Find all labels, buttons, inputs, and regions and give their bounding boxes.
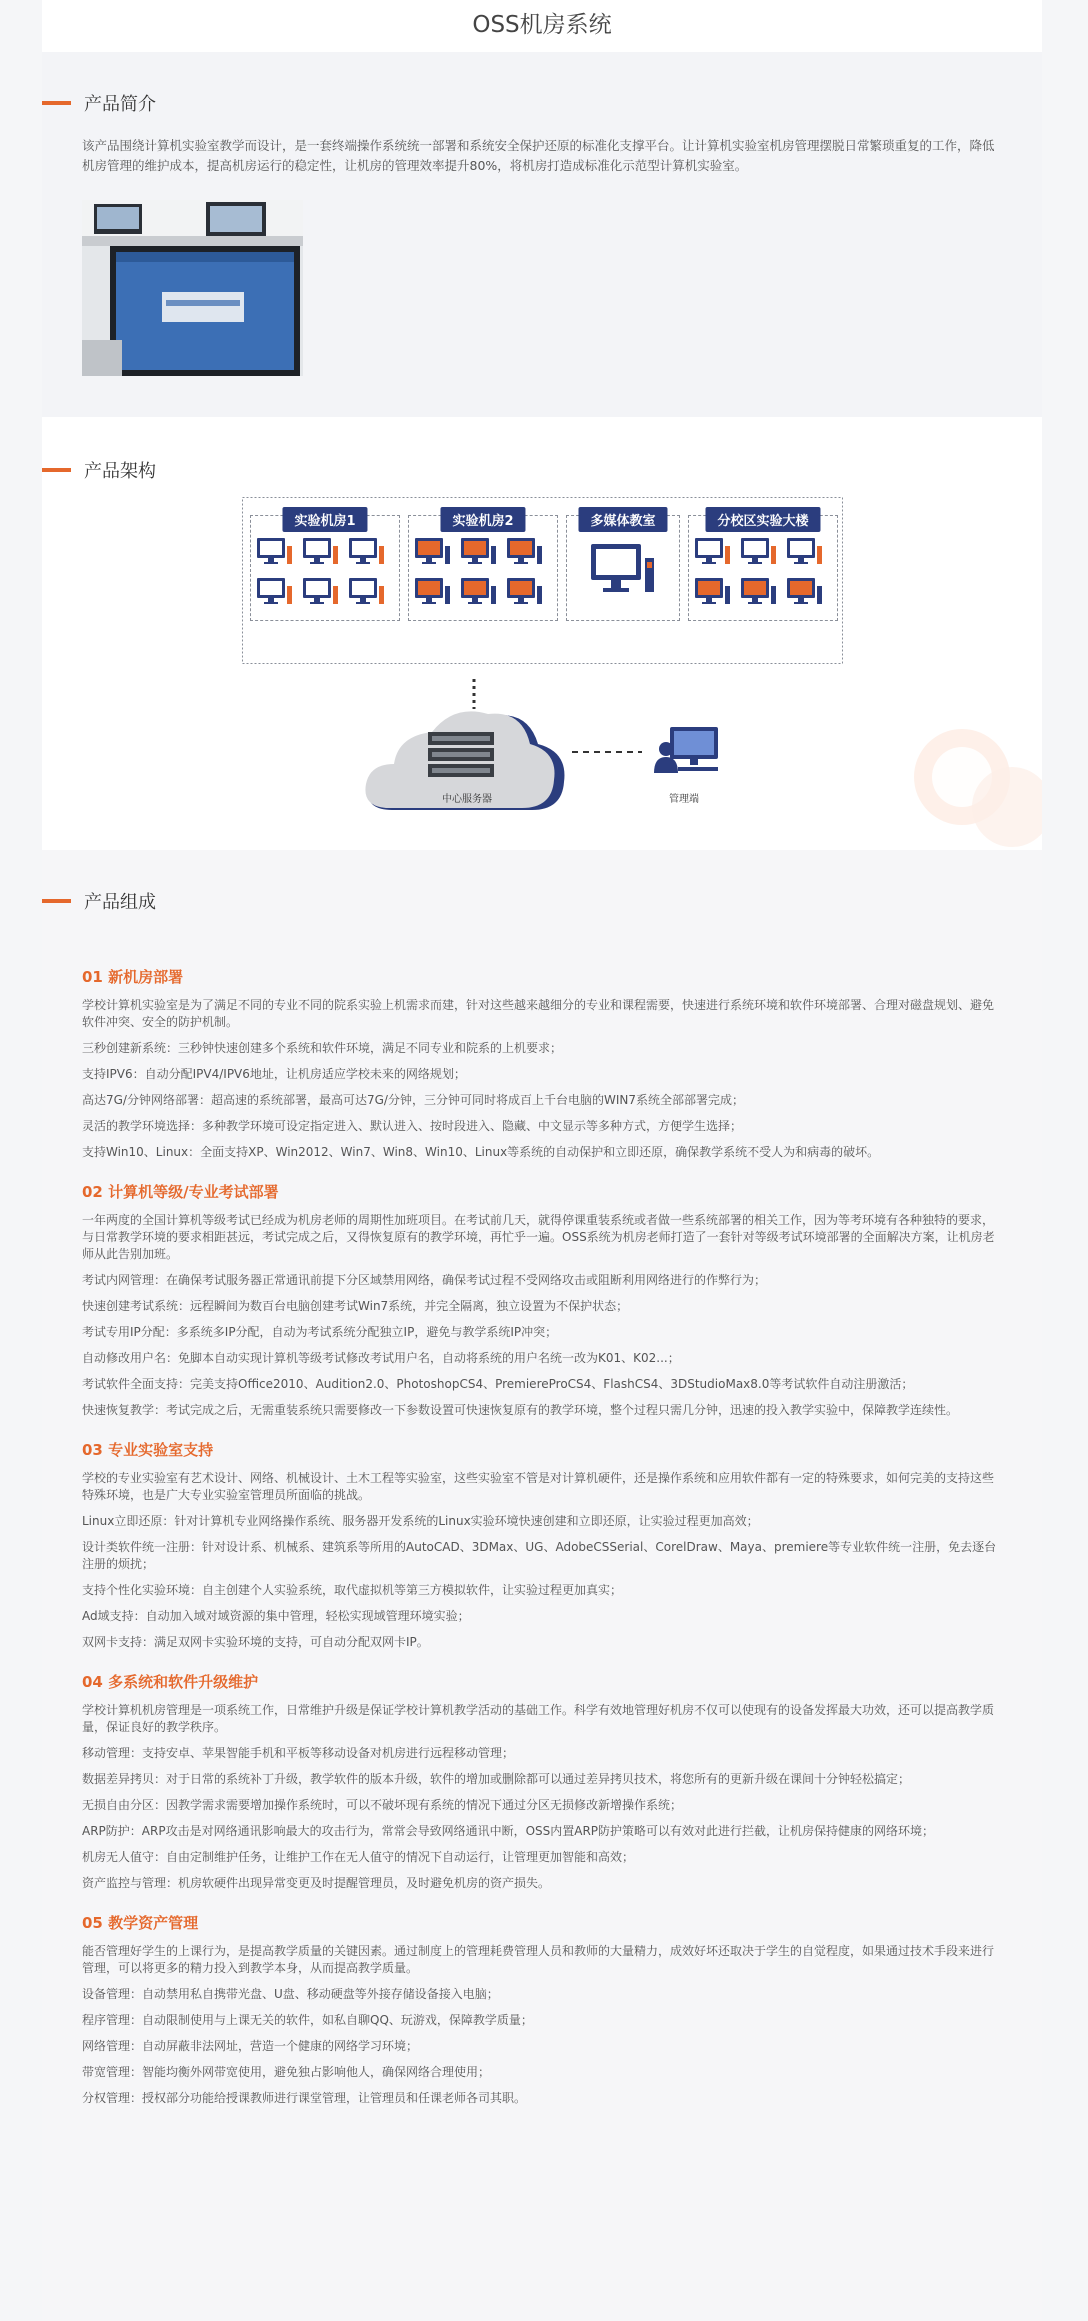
paragraph: 自动修改用户名：免脚本自动实现计算机等级考试修改考试用户名，自动将系统的用户名统一改为K01、K02...； (82, 1351, 680, 1365)
architecture-diagram (242, 497, 852, 827)
paragraph: 考试专用IP分配：多系统多IP分配，自动为考试系统分配独立IP，避免与教学系统IP冲突； (82, 1325, 558, 1339)
computer-icons (415, 538, 553, 618)
paragraph: 数据差异拷贝：对于日常的系统补丁升级，教学软件的版本升级，软件的增加或删除都可以通过差异拷贝技术，将您所有的更新升级在课间十分钟轻松搞定； (82, 1772, 911, 1786)
paragraph: 移动管理：支持安卓、苹果智能手机和平板等移动设备对机房进行远程移动管理； (82, 1746, 515, 1760)
paragraph: ARP防护：ARP攻击是对网络通讯影响最大的攻击行为，常常会导致网络通讯中断，OSS内置ARP防护策略可以有效对此进行拦截，让机房保持健康的网络环境； (82, 1824, 935, 1838)
paragraph: 快速恢复教学：考试完成之后，无需重装系统只需要修改一下参数设置可快速恢复原有的教学环境，整个过程只需几分钟，迅速的投入教学实验中，保障教学连续性。 (82, 1403, 959, 1417)
page-title: OSS机房系统 (472, 12, 612, 38)
paragraph: 无损自由分区：因教学需求需要增加操作系统时，可以不破坏现有系统的情况下通过分区无损修改新增操作系统； (82, 1798, 683, 1812)
header (42, 0, 1042, 52)
paragraph: Linux立即还原：针对计算机专业网络操作系统、服务器开发系统的Linux实验环境快速创建和立即还原，让实验过程更加高效； (82, 1514, 759, 1528)
paragraph: 分权管理：授权部分功能给授课教师进行课堂管理，让管理员和任课老师各司其职。 (82, 2091, 527, 2105)
paragraph: 学校计算机实验室是为了满足不同的专业不同的院系实验上机需求而建，针对这些越来越细分的专业和课程需要，快速进行系统环境和软件环境部署、合理对磁盘规划、避免软件冲突、安全的防护机制。 (82, 998, 995, 1029)
composition-content (82, 946, 1002, 2116)
lab-photo (82, 200, 303, 376)
paragraph: 灵活的教学环境选择：多种教学环境可设定指定进入、默认进入、按时段进入、隐藏、中文显示等多种方式，方便学生选择； (82, 1119, 743, 1133)
paragraph: 考试软件全面支持：完美支持Office2010、Audition2.0、PhotoshopCS4、PremiereProCS4、FlashCS4、3DStudioMax8.0等考试软件自动注册激活； (82, 1377, 914, 1391)
paragraph: 学校的专业实验室有艺术设计、网络、机械设计、土木工程等实验室，这些实验室不管是对计算机硬件，还是操作系统和应用软件都有一定的特殊要求，如何完美的支持这些特殊环境，也是广大专业实验室管理员所面临的挑战。 (82, 1471, 995, 1502)
paragraph: 学校计算机机房管理是一项系统工作，日常维护升级是保证学校计算机教学活动的基础工作。科学有效地管理好机房不仅可以使现有的设备发挥最大功效，还可以提高教学质量，保证良好的教学秩序。 (82, 1703, 995, 1734)
composition-item-2: 02 计算机等级/专业考试部署 一年两度的全国计算机等级考试已经成为机房老师的周期性加班项目。在考试前几天，就得停课重装系统或者做一些系统部署的相关工作，因为等考环境有各种独特的要求，与日常教学环境的要求相距甚远，考试完成之后，又得恢复原有的教学环境，再忙乎一遍。OSS系统为机房老师打造了一套针对等级考试环境部署的全面解决方案，让机房老师从此告别加班。 考试内网管理：在确保考试服务器正常通讯前提下分区域禁用网络，确保考试过程不受网络攻击或阻断利用网络进行的作弊行为； 快速创建考试系统：远程瞬间为数百台电脑创建考试Win7系统，并完全隔离，独立设置为不保护状态； 考试专用IP分配：多系统多IP分配，自动为考试系统分配独立IP，避免与教学系统IP冲突； 自动修改用户名：免脚本自动实现计算机等级考试修改考试用户名，自动将系统的用户名统一改为K01、K02...； 考试软件全面支持：完美支持Office2010、Audition2.0、PhotoshopCS4、PremiereProCS4、FlashCS4、3DStudioMax8.0等考试软件自动注册激活； 快速恢复教学：考试完成之后，无需重装系统只需要修改一下参数设置可快速恢复原有的教学环境，整个过程只需几分钟，迅速的投入教学实验中，保障教学连续性。 (82, 1181, 1002, 1419)
paragraph: 快速创建考试系统：远程瞬间为数百台电脑创建考试Win7系统，并完全隔离，独立设置为不保护状态； (82, 1299, 629, 1313)
decorative-circles (902, 717, 1042, 850)
admin-label: 管理端 (669, 794, 699, 805)
paragraph: 考试内网管理：在确保考试服务器正常通讯前提下分区域禁用网络，确保考试过程不受网络攻击或阻断利用网络进行的作弊行为； (82, 1273, 767, 1287)
paragraph: 网络管理：自动屏蔽非法网址，营造一个健康的网络学习环境； (82, 2039, 419, 2053)
paragraph: 支持个性化实验环境：自主创建个人实验系统，取代虚拟机等第三方模拟软件，让实验过程更加真实； (82, 1583, 623, 1597)
composition-item-4: 04 多系统和软件升级维护 学校计算机机房管理是一项系统工作，日常维护升级是保证学校计算机教学活动的基础工作。科学有效地管理好机房不仅可以使现有的设备发挥最大功效，还可以提高教学质量，保证良好的教学秩序。 移动管理：支持安卓、苹果智能手机和平板等移动设备对机房进行远程移动管理； 数据差异拷贝：对于日常的系统补丁升级，教学软件的版本升级，软件的增加或删除都可以通过差异拷贝技术，将您所有的更新升级在课间十分钟轻松搞定； 无损自由分区：因教学需求需要增加操作系统时，可以不破坏现有系统的情况下通过分区无损修改新增操作系统； ARP防护：ARP攻击是对网络通讯影响最大的攻击行为，常常会导致网络通讯中断，OSS内置ARP防护策略可以有效对此进行拦截，让机房保持健康的网络环境； 机房无人值守：自由定制维护任务，让维护工作在无人值守的情况下自动运行，让管理更加智能和高效； 资产监控与管理：机房软硬件出现异常变更及时提醒管理员，及时避免机房的资产损失。 (82, 1671, 1002, 1892)
paragraph: 支持Win10、Linux：全面支持XP、Win2012、Win7、Win8、Win10、Linux等系统的自动保护和立即还原，确保教学系统不受人为和病毒的破坏。 (82, 1145, 880, 1159)
paragraph: 设计类软件统一注册：针对设计系、机械系、建筑系等所用的AutoCAD、3DMax、UG、AdobeCSSerial、CorelDraw、Maya、premiere等专业软件统一注册，免去逐台注册的烦扰； (82, 1540, 997, 1571)
paragraph: 机房无人值守：自由定制维护任务，让维护工作在无人值守的情况下自动运行，让管理更加智能和高效； (82, 1850, 635, 1864)
paragraph: 程序管理：自动限制使用与上课无关的软件，如私自聊QQ、玩游戏，保障教学质量； (82, 2013, 533, 2027)
heading-accent-bar (42, 101, 71, 105)
admin-icon (652, 727, 722, 783)
paragraph: 带宽管理：智能均衡外网带宽使用，避免独占影响他人，确保网络合理使用； (82, 2065, 491, 2079)
architecture-section (42, 417, 1042, 850)
paragraph: 资产监控与管理：机房软硬件出现异常变更及时提醒管理员，及时避免机房的资产损失。 (82, 1876, 551, 1890)
intro-text: 该产品围绕计算机实验室教学而设计，是一套终端操作系统统一部署和系统安全保护还原的标准化支撑平台。让计算机实验室机房管理摆脱日常繁琐重复的工作，降低机房管理的维护成本，提高机房运行的稳定性，让机房的管理效率提升80%，将机房打造成标准化示范型计算机实验室。 (82, 138, 995, 173)
paragraph: 设备管理：自动禁用私自携带光盘、U盘、移动硬盘等外接存储设备接入电脑； (82, 1987, 499, 2001)
intro-heading: 产品简介 (42, 90, 156, 116)
computer-icons (695, 538, 833, 618)
paragraph: 三秒创建新系统：三秒钟快速创建多个系统和软件环境，满足不同专业和院系的上机要求； (82, 1041, 563, 1055)
monitor-icon (591, 544, 661, 604)
architecture-heading: 产品架构 (42, 457, 156, 483)
paragraph: 高达7G/分钟网络部署：超高速的系统部署，最高可达7G/分钟，三分钟可同时将成百上千台电脑的WIN7系统全部部署完成； (82, 1093, 744, 1107)
composition-item-5: 05 教学资产管理 能否管理好学生的上课行为，是提高教学质量的关键因素。通过制度上的管理耗费管理人员和教师的大量精力，成效好坏还取决于学生的自觉程度，如果通过技术手段来进行管理，可以将更多的精力投入到教学本身，从而提高教学质量。 设备管理：自动禁用私自携带光盘、U盘、移动硬盘等外接存储设备接入电脑； 程序管理：自动限制使用与上课无关的软件，如私自聊QQ、玩游戏，保障教学质量； 网络管理：自动屏蔽非法网址，营造一个健康的网络学习环境； 带宽管理：智能均衡外网带宽使用，避免独占影响他人，确保网络合理使用； 分权管理：授权部分功能给授课教师进行课堂管理，让管理员和任课老师各司其职。 (82, 1912, 1002, 2107)
group-branch-campus: 分校区实验大楼 (688, 515, 838, 621)
paragraph: 能否管理好学生的上课行为，是提高教学质量的关键因素。通过制度上的管理耗费管理人员和教师的大量精力，成效好坏还取决于学生的自觉程度，如果通过技术手段来进行管理，可以将更多的精力投入到教学本身，从而提高教学质量。 (82, 1944, 995, 1975)
group-lab-1: 实验机房1 (250, 515, 400, 621)
composition-heading: 产品组成 (42, 888, 156, 914)
paragraph: 双网卡支持：满足双网卡实验环境的支持，可自动分配双网卡IP。 (82, 1635, 429, 1649)
paragraph: 一年两度的全国计算机等级考试已经成为机房老师的周期性加班项目。在考试前几天，就得停课重装系统或者做一些系统部署的相关工作，因为等考环境有各种独特的要求，与日常教学环境的要求相距甚远，考试完成之后，又得恢复原有的教学环境，再忙乎一遍。OSS系统为机房老师打造了一套针对等级考试环境部署的全面解决方案，让机房老师从此告别加班。 (82, 1213, 995, 1261)
paragraph: Ad域支持：自动加入域对域资源的集中管理，轻松实现域管理环境实验； (82, 1609, 470, 1623)
heading-accent-bar (42, 468, 71, 472)
server-label: 中心服务器 (442, 794, 492, 805)
composition-section (42, 850, 1042, 2321)
composition-item-1: 01 新机房部署 学校计算机实验室是为了满足不同的专业不同的院系实验上机需求而建，针对这些越来越细分的专业和课程需要，快速进行系统环境和软件环境部署、合理对磁盘规划、避免软件冲突、安全的防护机制。 三秒创建新系统：三秒钟快速创建多个系统和软件环境，满足不同专业和院系的上机要求； 支持IPV6：自动分配IPV4/IPV6地址，让机房适应学校未来的网络规划； 高达7G/分钟网络部署：超高速的系统部署，最高可达7G/分钟，三分钟可同时将成百上千台电脑的WIN7系统全部部署完成； 灵活的教学环境选择：多种教学环境可设定指定进入、默认进入、按时段进入、隐藏、中文显示等多种方式，方便学生选择； 支持Win10、Linux：全面支持XP、Win2012、Win7、Win8、Win10、Linux等系统的自动保护和立即还原，确保教学系统不受人为和病毒的破坏。 (82, 966, 1002, 1161)
group-lab-2: 实验机房2 (408, 515, 558, 621)
group-multimedia: 多媒体教室 (566, 515, 680, 621)
intro-section (42, 52, 1042, 417)
paragraph: 支持IPV6：自动分配IPV4/IPV6地址，让机房适应学校未来的网络规划； (82, 1067, 466, 1081)
computer-icons (257, 538, 395, 618)
composition-item-3: 03 专业实验室支持 学校的专业实验室有艺术设计、网络、机械设计、土木工程等实验室，这些实验室不管是对计算机硬件，还是操作系统和应用软件都有一定的特殊要求，如何完美的支持这些特殊环境，也是广大专业实验室管理员所面临的挑战。 Linux立即还原：针对计算机专业网络操作系统、服务器开发系统的Linux实验环境快速创建和立即还原，让实验过程更加高效； 设计类软件统一注册：针对设计系、机械系、建筑系等所用的AutoCAD、3DMax、UG、AdobeCSSerial、CorelDraw、Maya、premiere等专业软件统一注册，免去逐台注册的烦扰； 支持个性化实验环境：自主创建个人实验系统，取代虚拟机等第三方模拟软件，让实验过程更加真实； Ad域支持：自动加入域对域资源的集中管理，轻松实现域管理环境实验； 双网卡支持：满足双网卡实验环境的支持，可自动分配双网卡IP。 (82, 1439, 1002, 1651)
heading-accent-bar (42, 899, 71, 903)
